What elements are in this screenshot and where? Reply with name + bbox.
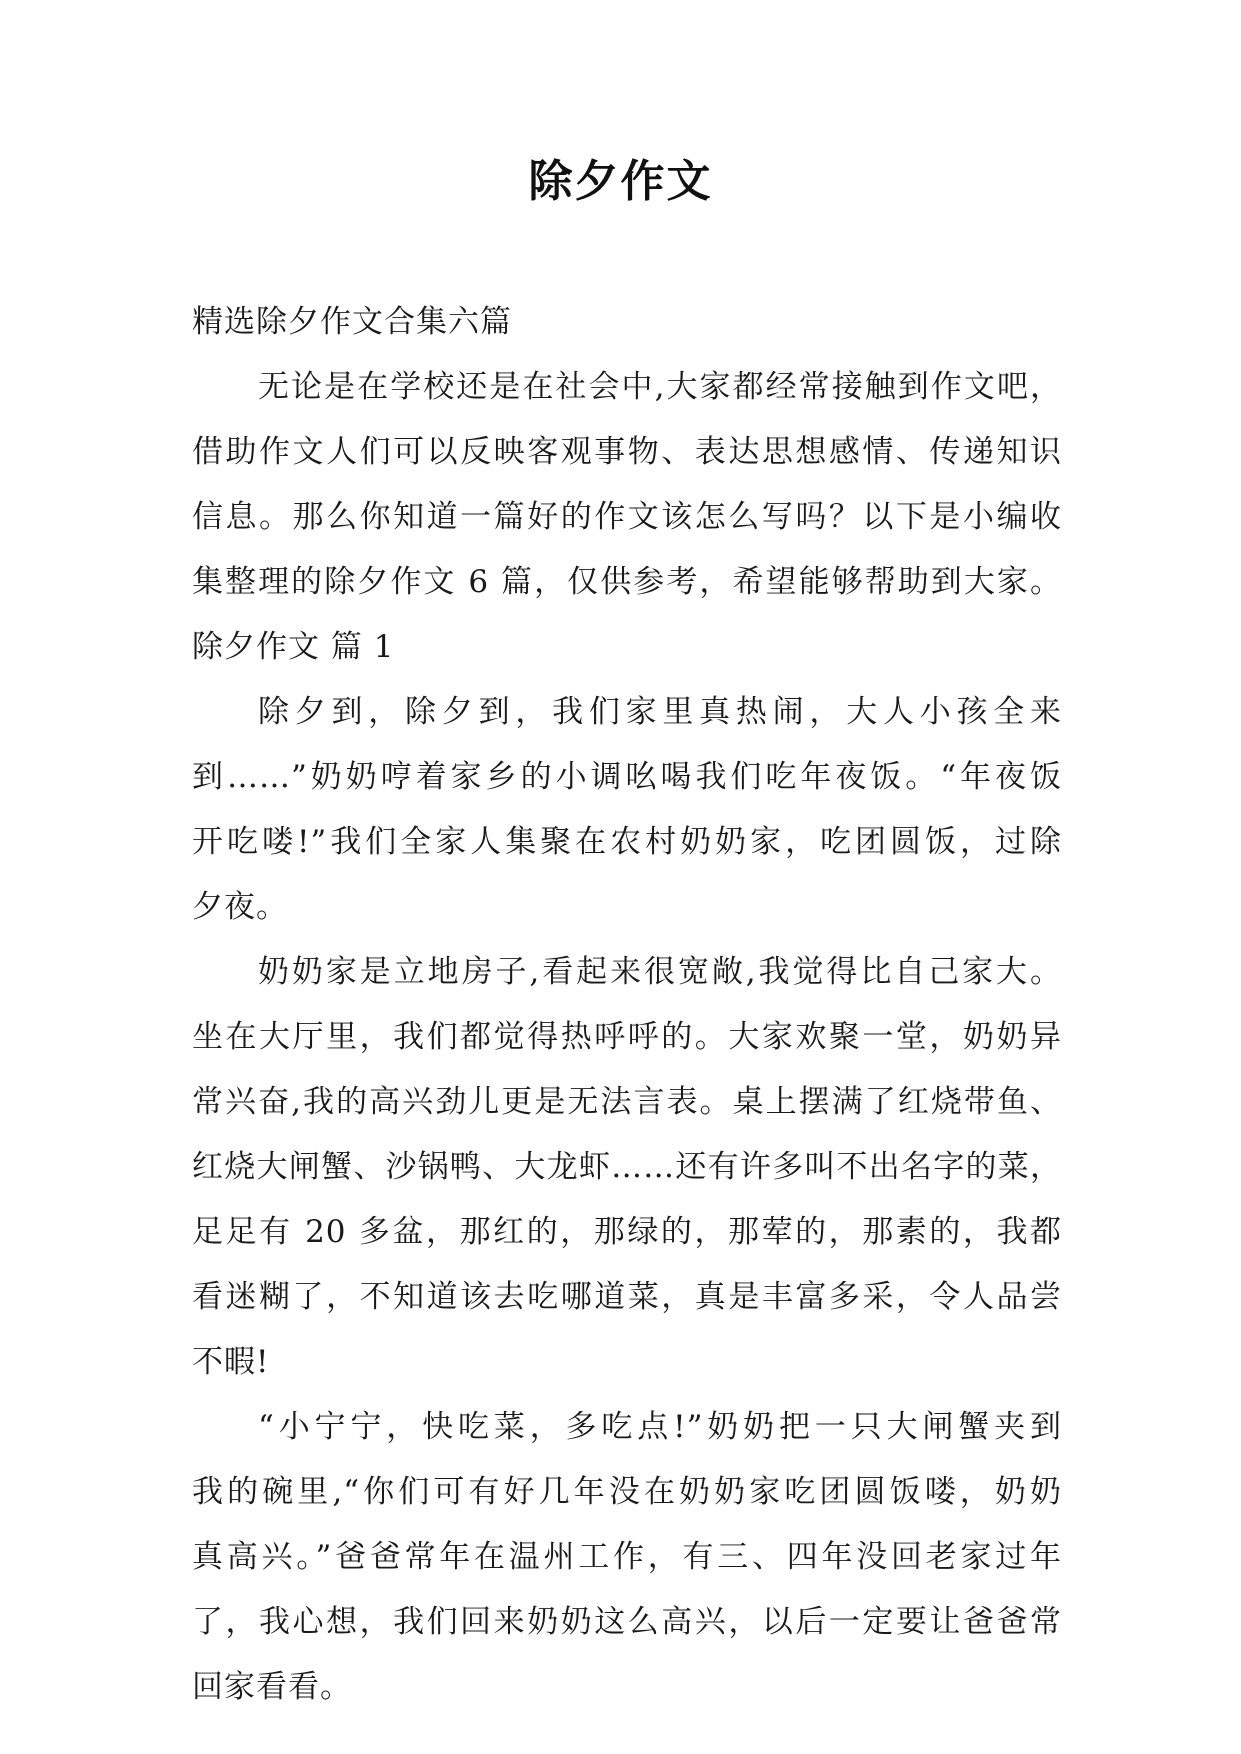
paragraph-line: 了，我心想，我们回来奶奶这么高兴，以后一定要让爸爸常 (192, 1604, 1062, 1640)
paragraph-line: 无论是在学校还是在社会中,大家都经常接触到作文吧， (258, 369, 1062, 405)
paragraph-line: 开吃喽!”我们全家人集聚在农村奶奶家，吃团圆饭，过除 (192, 824, 1062, 860)
paragraph-line: 坐在大厅里，我们都觉得热呼呼的。大家欢聚一堂，奶奶异 (192, 1019, 1062, 1055)
document-subtitle: 精选除夕作文合集六篇 (192, 304, 512, 340)
paragraph-line: 不暇! (192, 1344, 270, 1380)
document-title: 除夕作文 (528, 156, 713, 207)
intro-paragraph (192, 355, 1062, 615)
paragraph-line: 足足有 20 多盆，那红的，那绿的，那荤的，那素的，我都 (192, 1214, 1062, 1250)
paragraph-line: 常兴奋,我的高兴劲儿更是无法言表。桌上摆满了红烧带鱼、 (192, 1084, 1062, 1120)
document-body (192, 290, 1062, 1720)
paragraph-line: 夕夜。 (192, 889, 288, 925)
paragraph-line: 集整理的除夕作文 6 篇，仅供参考，希望能够帮助到大家。 (192, 564, 1062, 600)
essay-paragraph (192, 1395, 1062, 1720)
paragraph-line: 回家看看。 (192, 1669, 352, 1705)
paragraph-line: 除夕到，除夕到，我们家里真热闹，大人小孩全来 (258, 694, 1062, 730)
essay-paragraph (192, 680, 1062, 940)
paragraph-line: 奶奶家是立地房子,看起来很宽敞,我觉得比自己家大。 (258, 954, 1062, 990)
essay-paragraph (192, 940, 1062, 1395)
paragraph-line: 借助作文人们可以反映客观事物、表达思想感情、传递知识 (192, 434, 1062, 470)
paragraph-line: 红烧大闸蟹、沙锅鸭、大龙虾……还有许多叫不出名字的菜， (192, 1149, 1062, 1185)
paragraph-line: 看迷糊了，不知道该去吃哪道菜，真是丰富多采，令人品尝 (192, 1279, 1062, 1315)
section-heading: 除夕作文 篇 1 (192, 629, 395, 665)
paragraph-line: 我的碗里,“你们可有好几年没在奶奶家吃团圆饭喽，奶奶 (192, 1474, 1062, 1510)
paragraph-line: “小宁宁，快吃菜，多吃点!”奶奶把一只大闸蟹夹到 (258, 1409, 1062, 1445)
paragraph-line: 到……”奶奶哼着家乡的小调吆喝我们吃年夜饭。“年夜饭 (192, 759, 1062, 795)
paragraph-line: 信息。那么你知道一篇好的作文该怎么写吗？以下是小编收 (192, 499, 1062, 535)
paragraph-line: 真高兴。”爸爸常年在温州工作，有三、四年没回老家过年 (192, 1539, 1062, 1575)
